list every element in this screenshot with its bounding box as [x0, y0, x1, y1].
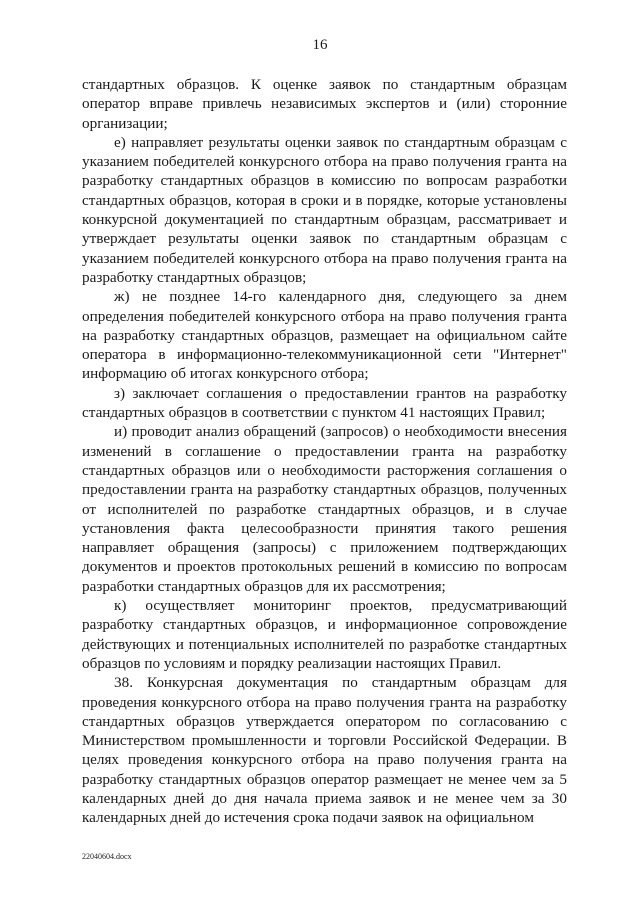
- paragraph-item-i: и) проводит анализ обращений (запросов) о необходимости внесения изменений в соглашение о предоставлении гранта на разработку стандартных образцов или о необходимости расторжения соглашения о предоставлении гранта на разработку стандартных образцов, полученных от исполнителей по разработке стандартных образцов, и в случае установления факта целесообразности принятия такого решения направляет обращения (запросы) с приложением подтверждающих документов и проектов протокольных решений в комиссию по вопросам разработки стандартных образцов для их рассмотрения;: [82, 423, 567, 595]
- document-body: [82, 75, 567, 828]
- paragraph-item-z: з) заключает соглашения о предоставлении грантов на разработку стандартных образцов в соответствии с пунктом 41 настоящих Правил;: [82, 384, 567, 422]
- page-number: 16: [312, 37, 328, 53]
- paragraph-continuation: стандартных образцов. К оценке заявок по стандартным образцам оператор вправе привлечь независимых экспертов и (или) сторонние организации;: [82, 76, 567, 132]
- paragraph-item-zh: ж) не позднее 14-го календарного дня, следующего за днем определения победителей конкурсного отбора на право получения гранта на разработку стандартных образцов, размещает на официальном сайте оператора в информационно-телекоммуникационной сети "Интернет" информацию об итогах конкурсного отбора;: [82, 288, 567, 383]
- paragraph-section-38: 38. Конкурсная документация по стандартным образцам для проведения конкурсного отбора на право получения гранта на разработку стандартных образцов утверждается оператором по согласованию с Министерством промышленности и торговли Российской Федерации. В целях проведения конкурсного отбора на право получения гранта на разработку стандартных образцов оператор размещает не менее чем за 5 календарных дней до дня начала приема заявок и не менее чем за 30 календарных дней до истечения срока подачи заявок на официальном: [82, 674, 567, 827]
- paragraph-item-k: к) осуществляет мониторинг проектов, предусматривающий разработку стандартных образцов, и информационное сопровождение действующих и потенциальных исполнителей по разработке стандартных образцов по условиям и порядку реализации настоящих Правил.: [82, 597, 567, 672]
- footer-file-name: 22040604.docx: [82, 852, 132, 861]
- paragraph-item-e: е) направляет результаты оценки заявок по стандартным образцам с указанием победителей конкурсного отбора на право получения гранта на разработку стандартных образцов в комиссию по вопросам разработки стандартных образцов, которая в сроки и в порядке, которые установлены конкурсной документацией по стандартным образцам, рассматривает и утверждает результаты оценки заявок по стандартным образцам с указанием победителей конкурсного отбора на право получения гранта на разработку стандартных образцов;: [82, 133, 567, 286]
